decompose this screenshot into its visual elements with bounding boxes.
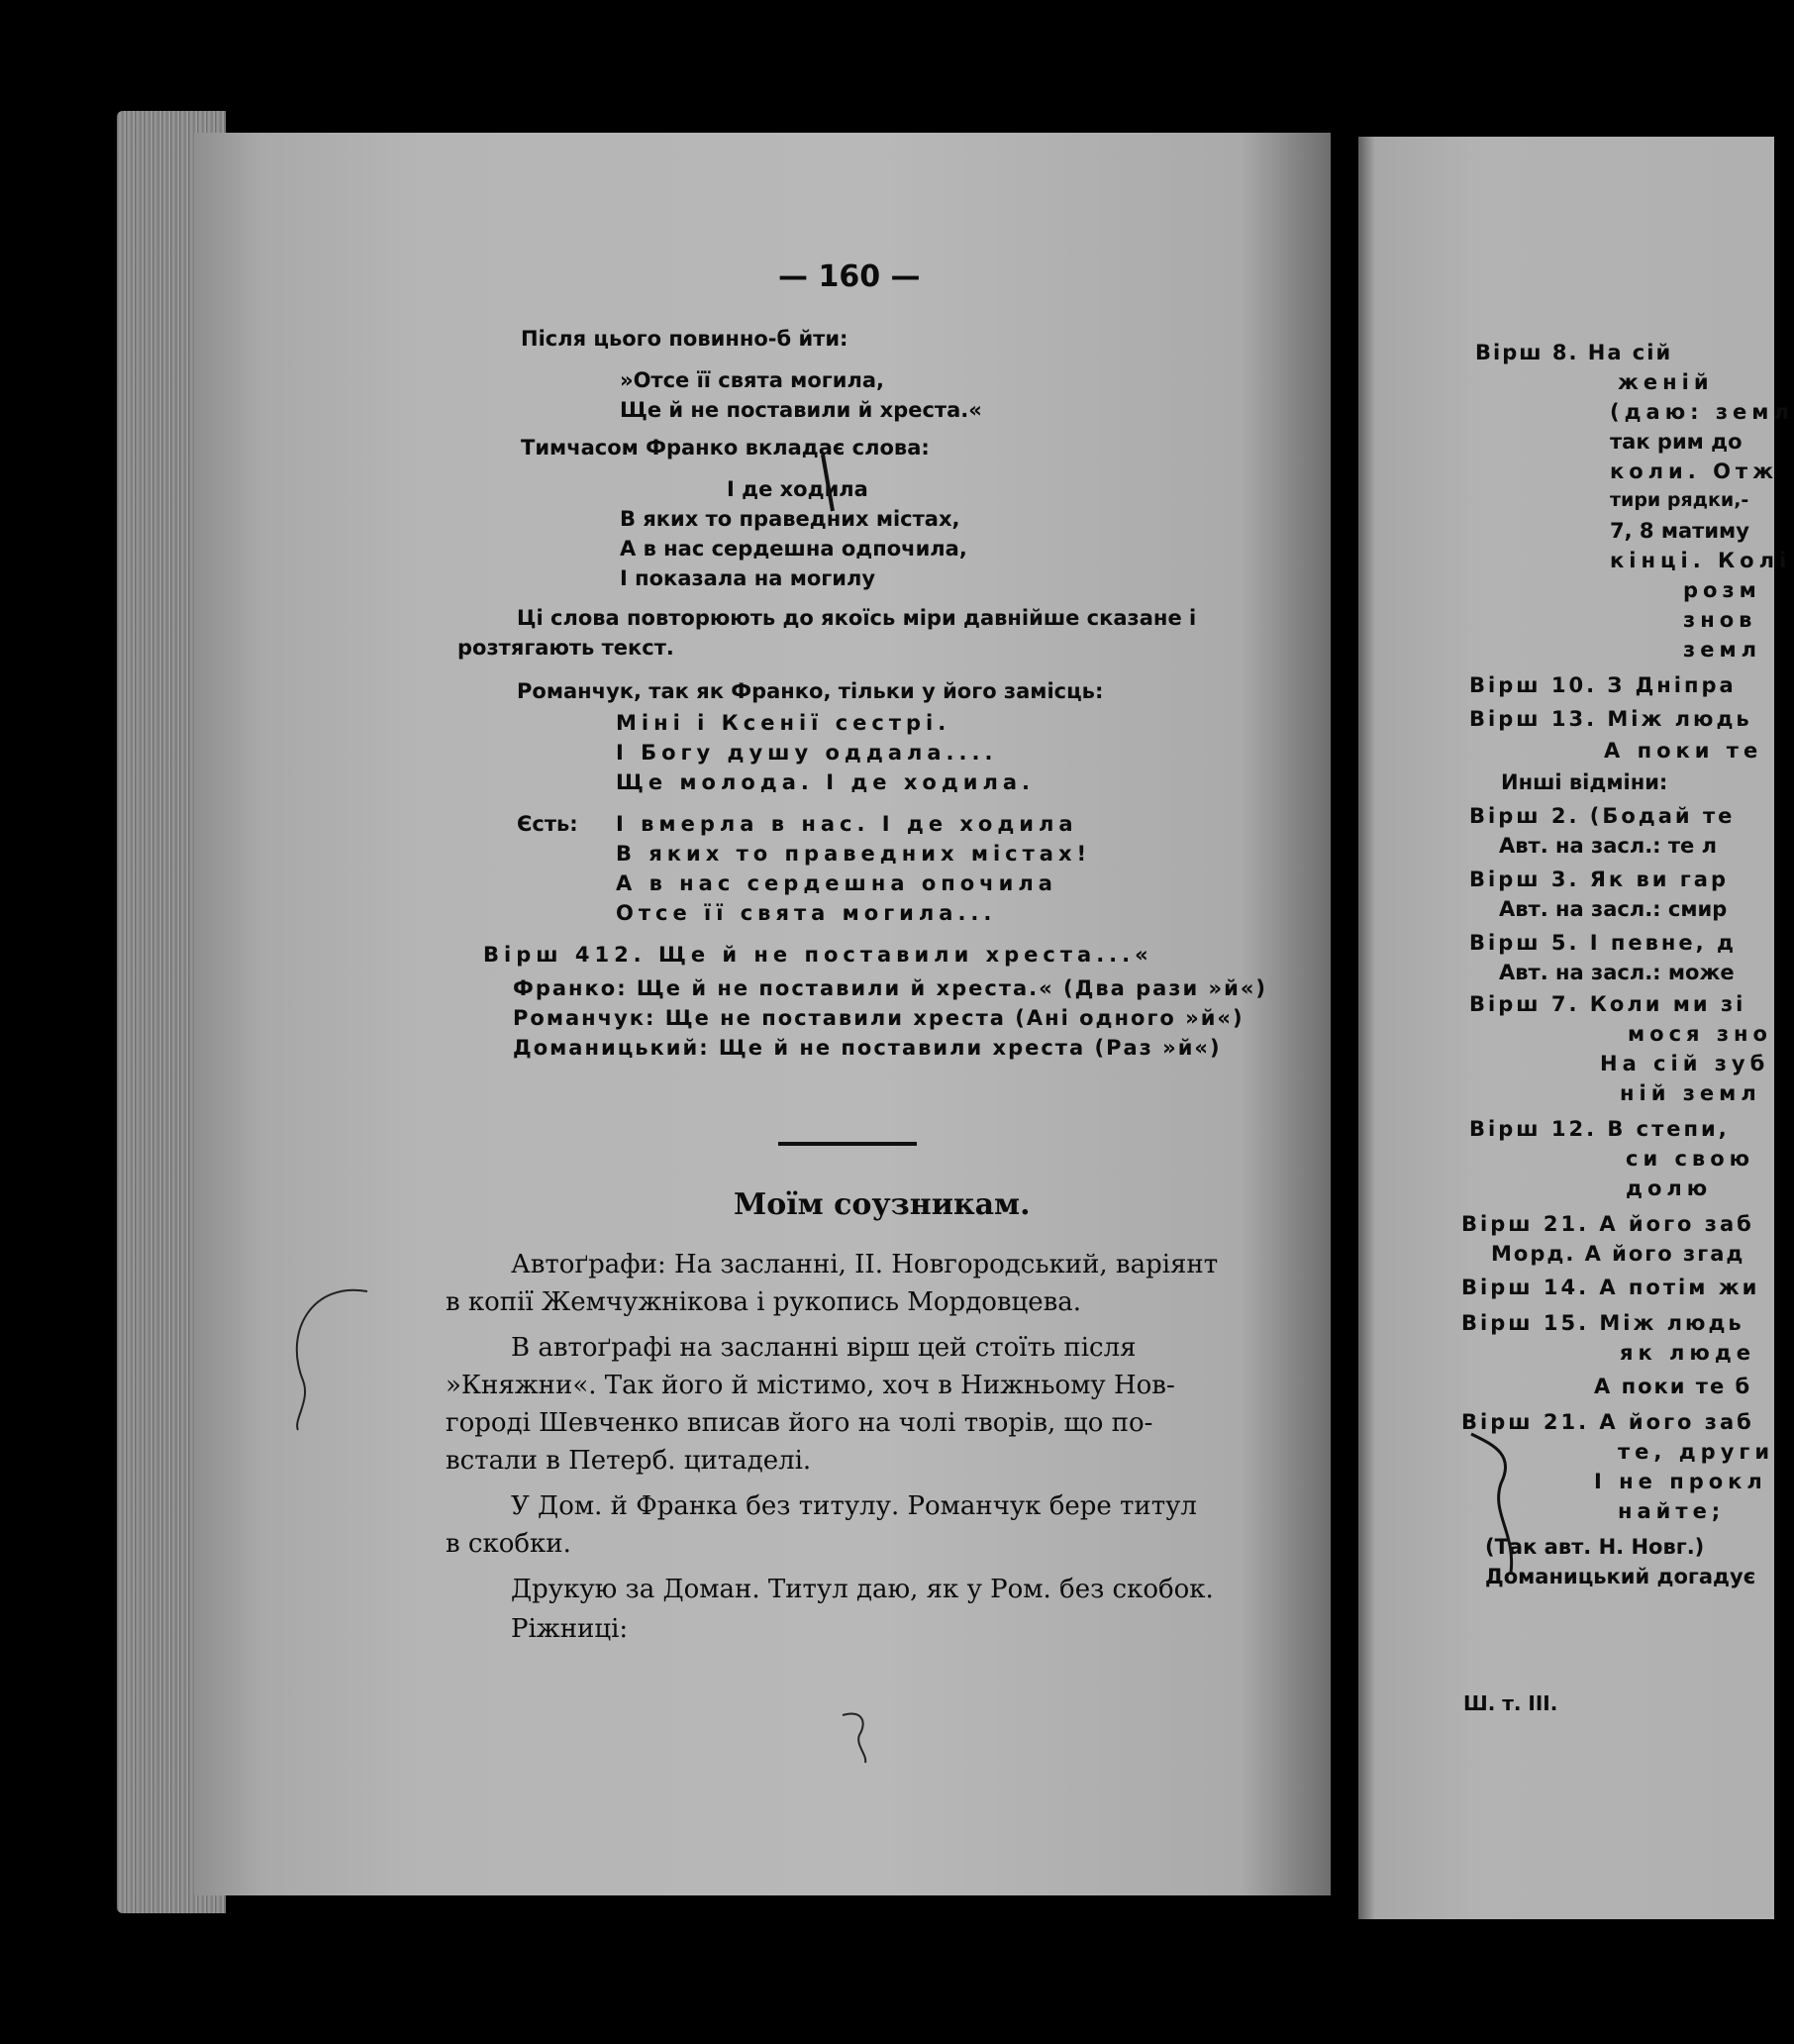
right-text-line: Вірш 3. Як ви гар (1469, 868, 1729, 891)
text-line: Тимчасом Франко вкладає слова: (521, 436, 930, 460)
text-line: розтягають текст. (457, 636, 674, 660)
right-text-line: найте; (1618, 1499, 1726, 1523)
text-line: Після цього повинно-б йти: (521, 327, 848, 351)
right-text-line: Вірш 13. Між людь (1469, 707, 1752, 731)
variant-line: Доманицький: Ще й не поставили хреста (Раз »й«) (513, 1036, 1222, 1060)
right-text-line: Вірш 7. Коли ми зі (1469, 992, 1746, 1016)
right-text-line: Вірш 5. І певне, д (1469, 931, 1737, 955)
verse-line: І вмерла в нас. І де ходила (616, 812, 1078, 836)
right-text-line: тири рядки,- (1610, 489, 1749, 511)
verse-line: І Богу душу оддала.... (616, 741, 998, 765)
verse-line: І показала на могилу (620, 566, 876, 590)
right-text-line: І не прокл (1594, 1470, 1767, 1493)
right-text-line: те, други (1618, 1440, 1775, 1464)
right-text-line: Морд. А його згад (1491, 1242, 1745, 1266)
right-text-line: Авт. на засл.: смир (1499, 897, 1728, 921)
right-text-line: си свою (1626, 1147, 1755, 1171)
page-number: — 160 — (778, 259, 921, 294)
right-text-line: 7, 8 матиму (1610, 519, 1749, 543)
right-text-line: розм (1683, 578, 1761, 602)
text-line: Романчук, так як Франко, тільки у його замісць: (517, 679, 1104, 703)
right-text-line: женій (1618, 370, 1714, 394)
signature-mark: Ш. т. ІІІ. (1463, 1691, 1558, 1715)
paragraph-line: У Дом. й Франка без титулу. Романчук бере титул (511, 1491, 1197, 1521)
paragraph-line: Друкую за Доман. Титул даю, як у Ром. без скобок. (511, 1575, 1214, 1604)
verse-line: »Отсе її свята могила, (620, 368, 884, 392)
right-text-line: Авт. на засл.: те л (1499, 834, 1717, 858)
section-title: Моїм соузникам. (734, 1187, 1031, 1222)
right-text-line: Вірш 15. Між людь (1461, 1311, 1744, 1335)
right-text-line: коли. Отж (1610, 460, 1778, 483)
verse-line: І де ходила (727, 477, 868, 501)
margin-scribble-icon (273, 1272, 382, 1440)
paragraph-line: городі Шевченко вписав його на чолі творів, що по- (446, 1408, 1153, 1438)
section-divider (778, 1142, 917, 1146)
verse-line: Ще молода. І де ходила. (616, 770, 1036, 794)
right-text-line: Авт. на засл.: може (1499, 961, 1735, 984)
right-text-line: А поки те б (1594, 1375, 1752, 1398)
right-text-line: Вірш 21. А його заб (1461, 1212, 1754, 1236)
left-page (194, 133, 1331, 1895)
right-text-line: знов (1683, 608, 1757, 632)
right-text-line: кінці. Колі (1610, 549, 1792, 572)
right-text-line: Вірш 10. З Дніпра (1469, 673, 1737, 697)
paragraph-line: Ріжниці: (511, 1614, 629, 1644)
verse-line: А в нас сердешна опочила (616, 871, 1057, 895)
paragraph-line: в скобки. (446, 1529, 571, 1559)
right-text-line: Вірш 8. На сій (1475, 341, 1673, 364)
verse-line: Міні і Ксенії сестрі. (616, 711, 951, 735)
right-text-line: На сій зуб (1600, 1052, 1770, 1075)
verse-line: В яких то праведних містах, (620, 507, 960, 531)
paragraph-line: встали в Петерб. цитаделі. (446, 1446, 812, 1476)
right-text-line: так рим до (1610, 430, 1743, 454)
right-text-line: Вірш 12. В степи, (1469, 1117, 1730, 1141)
paragraph-line: Автоґрафи: На засланні, ІІ. Новгородський, варіянт (511, 1250, 1219, 1279)
paragraph-line: в копії Жемчужнікова і рукопись Мордовцева. (446, 1287, 1082, 1317)
right-text-line: (даю: земл (1610, 400, 1794, 424)
right-text-line: Вірш 2. (Бодай те (1469, 804, 1736, 828)
paragraph-line: В автоґрафі на засланні вірш цей стоїть після (511, 1333, 1137, 1363)
paragraph-line: »Княжни«. Так його й містимо, хоч в Нижньому Нов- (446, 1371, 1175, 1400)
variant-label: Єсть: (517, 812, 578, 836)
verse-note: Вірш 412. Ще й не поставили хреста...« (483, 943, 1153, 967)
right-page (1358, 137, 1794, 1919)
right-text-line: А поки те (1604, 739, 1763, 763)
right-text-line: Вірш 21. А його заб (1461, 1410, 1754, 1434)
right-text-line: (Так авт. Н. Новг.) (1485, 1535, 1705, 1559)
verse-line: А в нас сердешна одпочила, (620, 537, 967, 561)
text-line: Ці слова повторюють до якоїсь міри давнійше сказане і (517, 606, 1197, 630)
verse-line: Отсе її свята могила... (616, 901, 997, 925)
handwritten-stroke-icon (1461, 1424, 1541, 1583)
right-text-line: Доманицький догадує (1485, 1565, 1756, 1588)
verse-line: Ще й не поставили й хреста.« (620, 398, 982, 422)
right-text-line: Инші відміни: (1501, 770, 1668, 794)
hook-mark-icon (838, 1707, 897, 1767)
right-text-line: долю (1626, 1176, 1713, 1200)
right-text-line: ній земл (1620, 1081, 1761, 1105)
verse-line: В яких то праведних містах! (616, 842, 1092, 866)
right-text-line: як люде (1620, 1341, 1756, 1365)
right-text-line: земл (1683, 638, 1761, 662)
variant-line: Романчук: Ще не поставили хреста (Ані одного »й«) (513, 1006, 1245, 1030)
right-text-line: мося зно (1628, 1022, 1772, 1046)
right-text-line: Вірш 14. А потім жи (1461, 1276, 1760, 1299)
variant-line: Франко: Ще й не поставили й хреста.« (Два рази »й«) (513, 976, 1267, 1000)
